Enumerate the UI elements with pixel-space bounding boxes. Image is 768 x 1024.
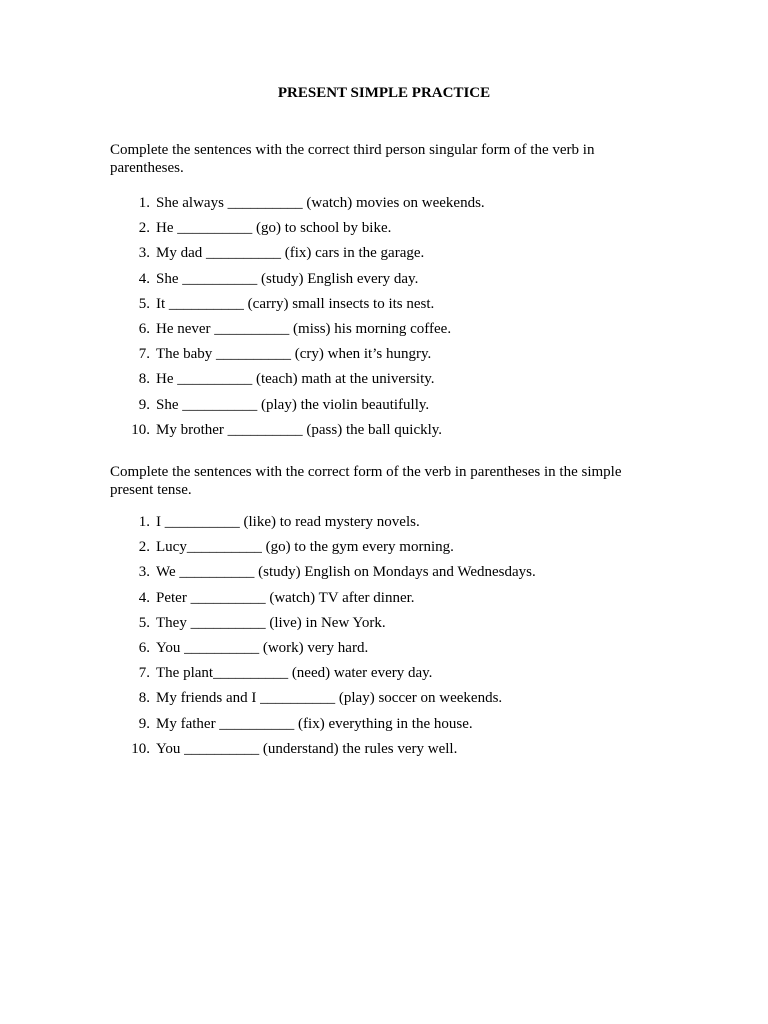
item-text: He __________ (go) to school by bike. (156, 220, 392, 237)
exercise-item (110, 639, 670, 664)
item-number: 10. (131, 421, 150, 438)
item-text: My brother __________ (pass) the ball quickly. (156, 421, 443, 438)
exercise-item (110, 396, 670, 421)
exercise-item (110, 194, 670, 219)
item-number: 1. (138, 195, 150, 211)
exercise-item (110, 370, 670, 395)
exercise-item (110, 421, 670, 446)
item-number: 3. (138, 564, 150, 581)
item-number: 4. (138, 270, 150, 287)
item-text: My friends and I __________ (play) soccer on weekends. (156, 690, 503, 707)
item-text: She __________ (play) the violin beautifully. (156, 396, 430, 413)
exercise-item (110, 715, 670, 740)
item-number: 1. (138, 514, 150, 530)
item-number: 9. (138, 715, 150, 732)
item-number: 2. (138, 220, 150, 237)
item-number: 2. (138, 539, 150, 556)
item-number: 6. (138, 320, 150, 337)
item-text: I __________ (like) to read mystery novels. (156, 514, 420, 530)
item-text: He never __________ (miss) his morning coffee. (156, 320, 452, 337)
item-text: She always __________ (watch) movies on weekends. (156, 195, 485, 211)
section-1-exercise-list (110, 194, 670, 446)
item-number: 9. (138, 396, 150, 413)
exercise-item (110, 219, 670, 244)
item-text: The baby __________ (cry) when it’s hungry. (156, 346, 432, 363)
item-text: They __________ (live) in New York. (156, 614, 386, 631)
item-text: It __________ (carry) small insects to its nest. (156, 295, 435, 312)
item-number: 7. (138, 665, 150, 682)
item-number: 6. (138, 639, 150, 656)
item-number: 7. (138, 346, 150, 363)
exercise-item (110, 270, 670, 295)
exercise-item (110, 538, 670, 563)
item-number: 10. (131, 740, 150, 757)
exercise-item (110, 740, 670, 765)
item-text: You __________ (understand) the rules very well. (156, 740, 458, 757)
item-number: 3. (138, 245, 150, 262)
exercise-item (110, 689, 670, 714)
item-text: We __________ (study) English on Mondays and Wednesdays. (156, 564, 536, 581)
item-number: 4. (138, 589, 150, 606)
exercise-item (110, 320, 670, 345)
item-number: 5. (138, 295, 150, 312)
exercise-item (110, 513, 670, 538)
section-1-instructions: Complete the sentences with the correct third person singular form of the verb in parentheses. (110, 142, 595, 176)
item-text: You __________ (work) very hard. (156, 639, 369, 656)
item-text: Peter __________ (watch) TV after dinner. (156, 589, 415, 606)
exercise-item (110, 589, 670, 614)
section-2-instructions: Complete the sentences with the correct form of the verb in parentheses in the simple present tense. (110, 464, 622, 498)
item-text: The plant__________ (need) water every day. (156, 665, 433, 682)
item-number: 8. (138, 371, 150, 388)
exercise-item (110, 244, 670, 269)
section-2-exercise-list (110, 513, 670, 765)
item-number: 5. (138, 614, 150, 631)
exercise-item (110, 563, 670, 588)
exercise-item (110, 295, 670, 320)
item-text: My father __________ (fix) everything in the house. (156, 715, 473, 732)
exercise-item (110, 664, 670, 689)
item-text: She __________ (study) English every day. (156, 270, 419, 287)
exercise-item (110, 345, 670, 370)
page-title: PRESENT SIMPLE PRACTICE (277, 85, 491, 101)
exercise-item (110, 614, 670, 639)
item-number: 8. (138, 690, 150, 707)
item-text: He __________ (teach) math at the university. (156, 371, 435, 388)
item-text: Lucy__________ (go) to the gym every morning. (156, 539, 454, 556)
item-text: My dad __________ (fix) cars in the garage. (156, 245, 425, 262)
